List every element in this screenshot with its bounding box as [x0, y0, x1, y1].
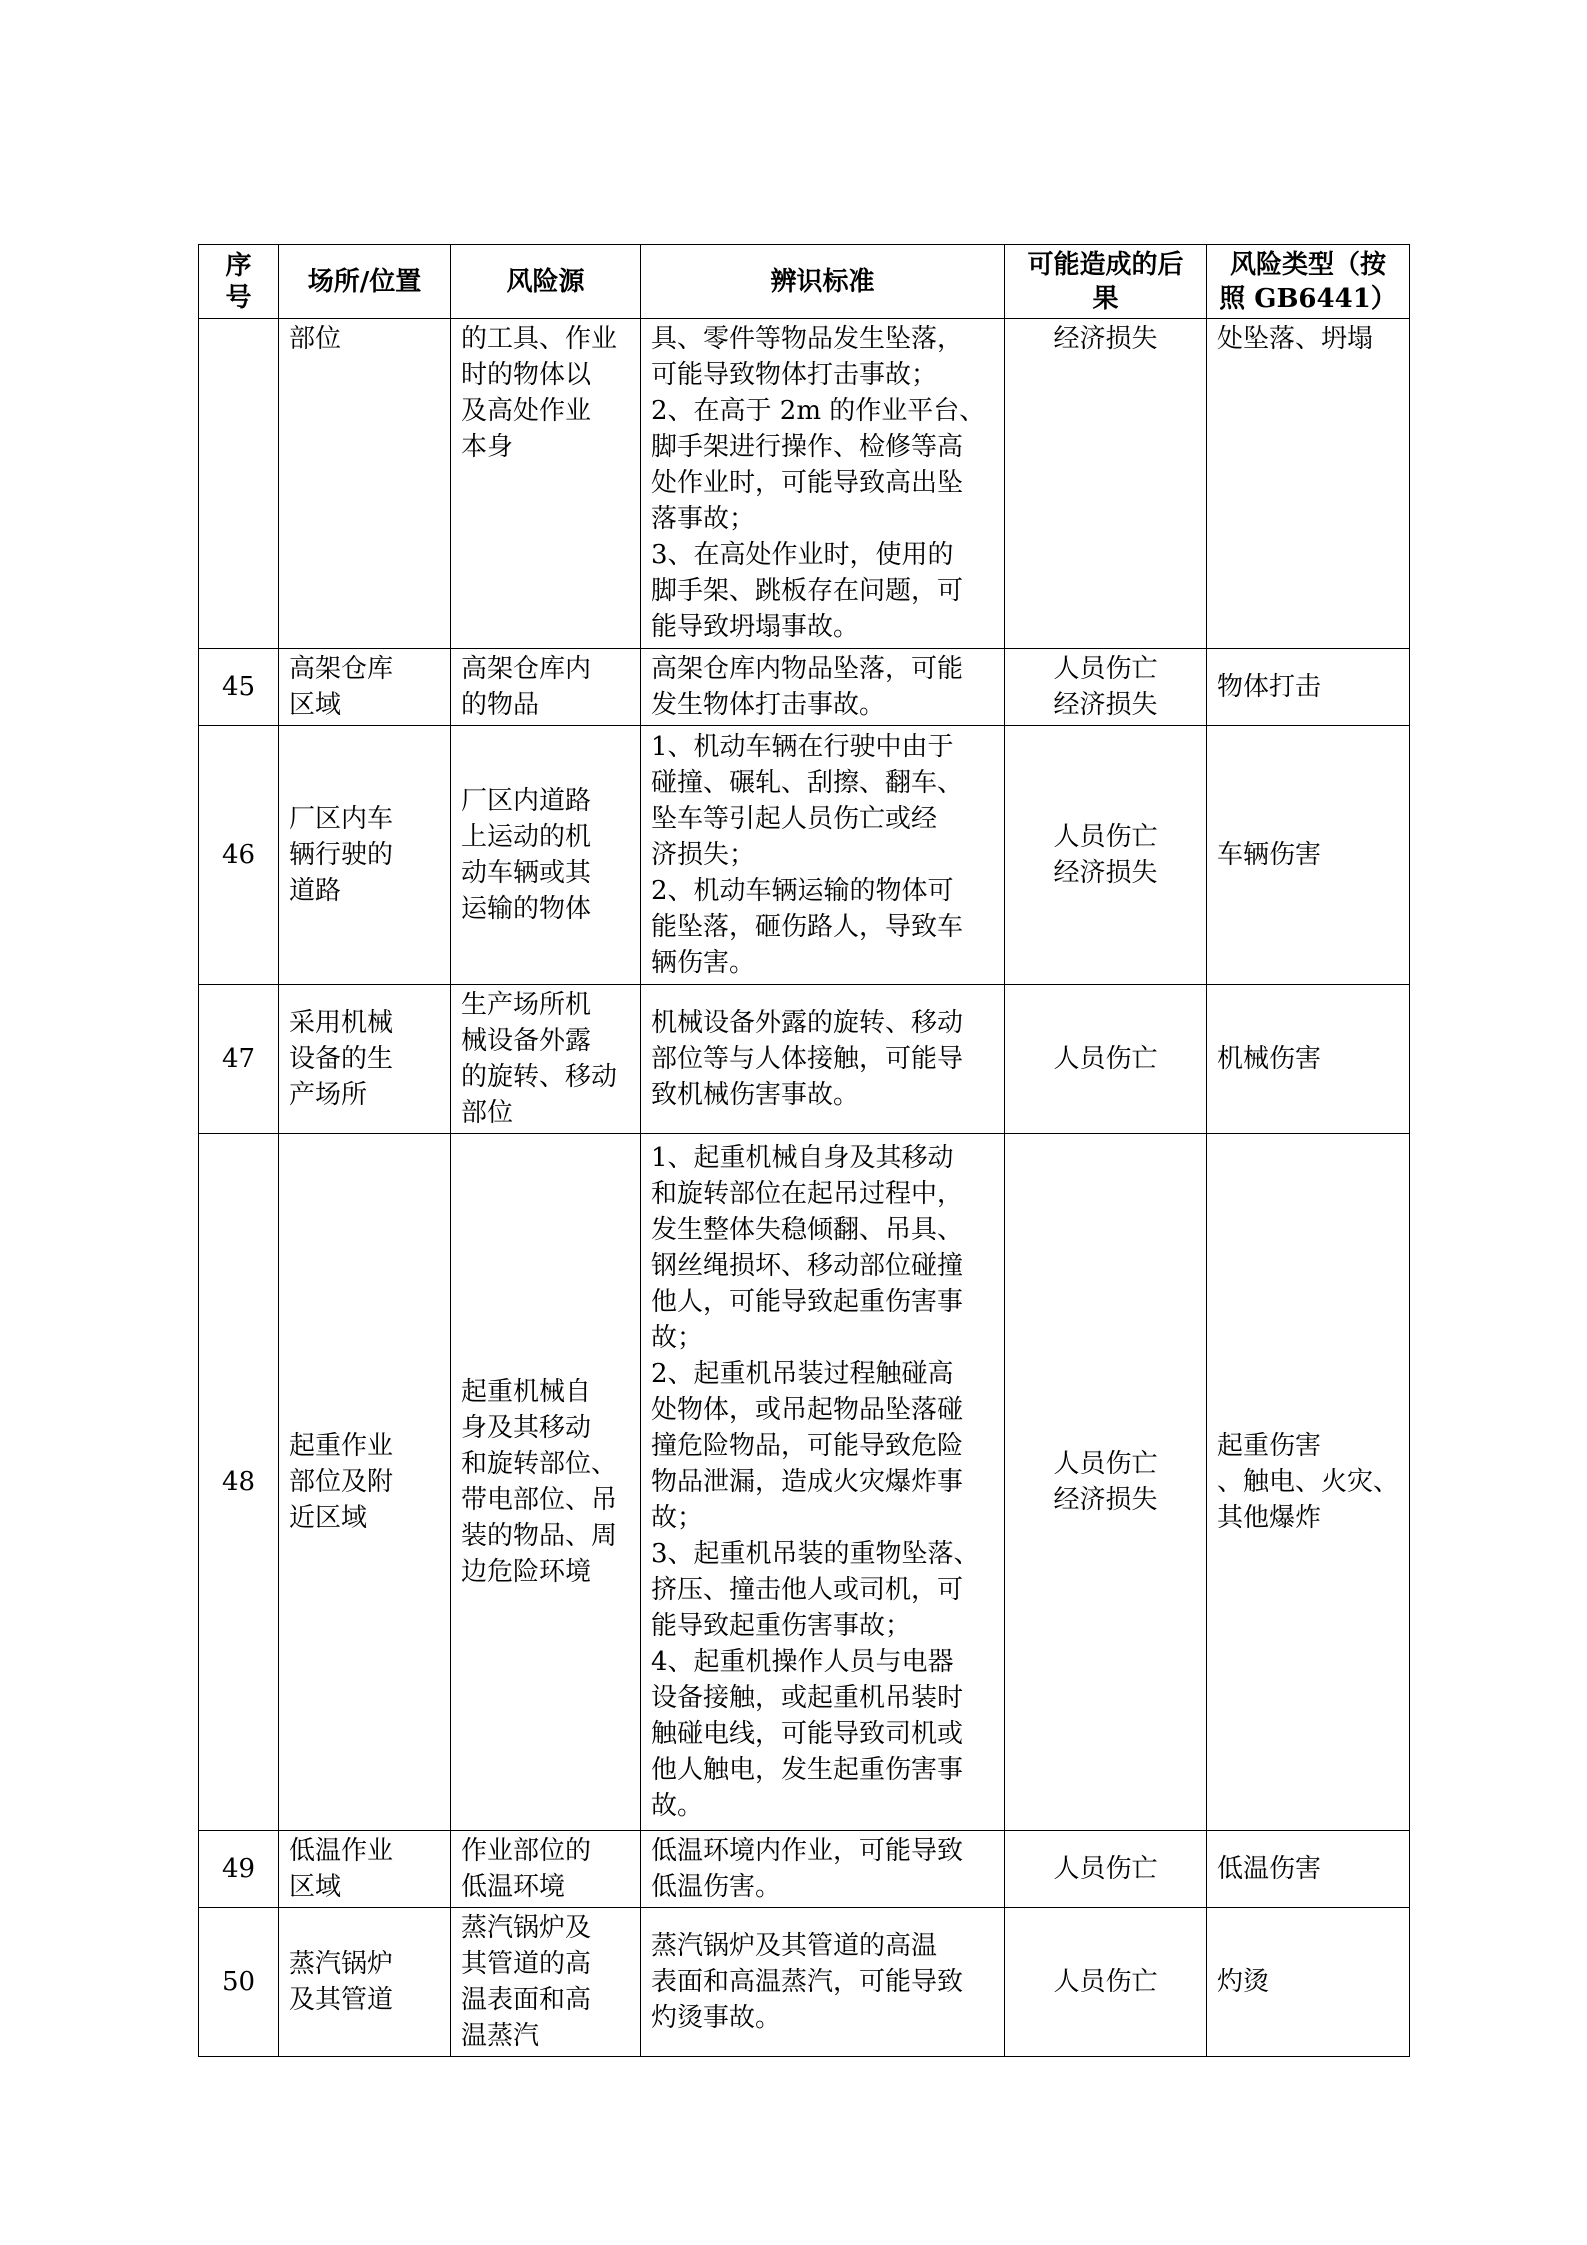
- table-row: [199, 985, 1410, 1134]
- table-header-row: [199, 245, 1410, 319]
- cell-risk-source: 高架仓库内 的物品: [451, 649, 641, 726]
- cell-risk-type: 低温伤害: [1207, 1831, 1410, 1908]
- cell-risk-type: 机械伤害: [1207, 985, 1410, 1134]
- header-location: 场所/位置: [279, 245, 451, 319]
- risk-identification-table: [198, 244, 1410, 2057]
- cell-consequence: 人员伤亡 经济损失: [1005, 726, 1207, 985]
- cell-standard: 蒸汽锅炉及其管道的高温 表面和高温蒸汽，可能导致 灼烫事故。: [641, 1908, 1005, 2057]
- cell-risk-type: 起重伤害 、触电、火灾、 其他爆炸: [1207, 1134, 1410, 1831]
- cell-location: 部位: [279, 319, 451, 649]
- table-row: [199, 1908, 1410, 2057]
- cell-location: 起重作业 部位及附 近区域: [279, 1134, 451, 1831]
- cell-risk-type: 灼烫: [1207, 1908, 1410, 2057]
- cell-consequence: 人员伤亡: [1005, 1831, 1207, 1908]
- cell-location: 蒸汽锅炉 及其管道: [279, 1908, 451, 2057]
- cell-no: 45: [199, 649, 279, 726]
- cell-standard: 1、机动车辆在行驶中由于 碰撞、碾轧、刮擦、翻车、 坠车等引起人员伤亡或经 济损失； 2、机动车辆运输的物体可 能坠落，砸伤路人，导致车 辆伤害。: [641, 726, 1005, 985]
- cell-risk-type: 车辆伤害: [1207, 726, 1410, 985]
- header-identification-standard: 辨识标准: [641, 245, 1005, 319]
- table-row: [199, 1831, 1410, 1908]
- cell-standard: 机械设备外露的旋转、移动 部位等与人体接触，可能导 致机械伤害事故。: [641, 985, 1005, 1134]
- cell-location: 采用机械 设备的生 产场所: [279, 985, 451, 1134]
- cell-no: 48: [199, 1134, 279, 1831]
- cell-no: 46: [199, 726, 279, 985]
- cell-risk-source: 生产场所机 械设备外露 的旋转、移动 部位: [451, 985, 641, 1134]
- header-risk-source: 风险源: [451, 245, 641, 319]
- cell-risk-type: 处坠落、坍塌: [1207, 319, 1410, 649]
- cell-standard: 高架仓库内物品坠落，可能 发生物体打击事故。: [641, 649, 1005, 726]
- cell-standard: 1、起重机械自身及其移动 和旋转部位在起吊过程中， 发生整体失稳倾翻、吊具、 钢丝绳损坏、移动部位碰撞 他人，可能导致起重伤害事 故； 2、起重机吊装过程触碰高 处物体，或吊起物品坠落碰 撞危险物品，可能导致危险 物品泄漏，造成火灾爆炸事 故； 3、起重机吊装的重物坠落、 挤压、撞击他人或司机，可 能导致起重伤害事故； 4、起重机操作人员与电器 设备接触，或起重机吊装时 触碰电线，可能导致司机或 他人触电，发生起重伤害事 故。: [641, 1134, 1005, 1831]
- header-risk-type: 风险类型（按 照 GB6441）: [1207, 245, 1410, 319]
- cell-no: 49: [199, 1831, 279, 1908]
- cell-consequence: 人员伤亡: [1005, 985, 1207, 1134]
- table-row: [199, 726, 1410, 985]
- header-no: 序 号: [199, 245, 279, 319]
- cell-location: 厂区内车 辆行驶的 道路: [279, 726, 451, 985]
- cell-risk-source: 作业部位的 低温环境: [451, 1831, 641, 1908]
- cell-consequence: 人员伤亡 经济损失: [1005, 1134, 1207, 1831]
- header-possible-consequence: 可能造成的后 果: [1005, 245, 1207, 319]
- cell-risk-source: 起重机械自 身及其移动 和旋转部位、 带电部位、吊 装的物品、周 边危险环境: [451, 1134, 641, 1831]
- cell-risk-source: 的工具、作业 时的物体以 及高处作业 本身: [451, 319, 641, 649]
- table-row: [199, 649, 1410, 726]
- cell-no: 50: [199, 1908, 279, 2057]
- cell-standard: 低温环境内作业，可能导致 低温伤害。: [641, 1831, 1005, 1908]
- cell-location: 高架仓库 区域: [279, 649, 451, 726]
- cell-no: [199, 319, 279, 649]
- cell-consequence: 人员伤亡 经济损失: [1005, 649, 1207, 726]
- cell-consequence: 经济损失: [1005, 319, 1207, 649]
- table-row: [199, 1134, 1410, 1831]
- table-row: [199, 319, 1410, 649]
- cell-no: 47: [199, 985, 279, 1134]
- cell-standard: 具、零件等物品发生坠落， 可能导致物体打击事故； 2、在高于 2m 的作业平台、 脚手架进行操作、检修等高 处作业时，可能导致高出坠 落事故； 3、在高处作业时，使用的 脚手架、跳板存在问题，可 能导致坍塌事故。: [641, 319, 1005, 649]
- cell-risk-source: 蒸汽锅炉及 其管道的高 温表面和高 温蒸汽: [451, 1908, 641, 2057]
- cell-location: 低温作业 区域: [279, 1831, 451, 1908]
- cell-consequence: 人员伤亡: [1005, 1908, 1207, 2057]
- cell-risk-type: 物体打击: [1207, 649, 1410, 726]
- cell-risk-source: 厂区内道路 上运动的机 动车辆或其 运输的物体: [451, 726, 641, 985]
